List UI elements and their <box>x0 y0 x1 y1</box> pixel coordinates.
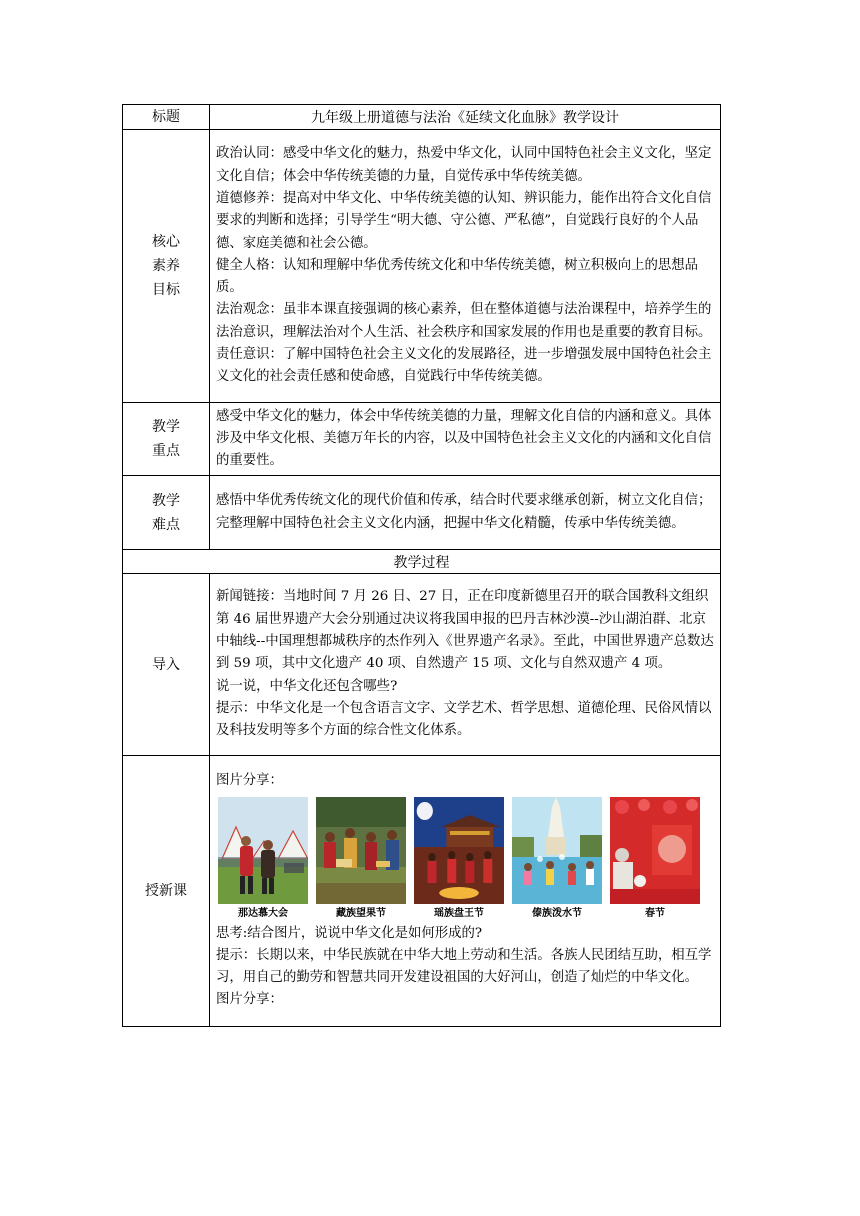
core-goals-label: 核心 素养 目标 <box>123 130 210 403</box>
goal-moral: 道德修养：提高对中华文化、中华传统美德的认知、辨识能力，能作出符合文化自信要求的判断和选择；引导学生“明大德、守公德、严私德”，自觉践行良好的个人品德、家庭美德和社会公德。 <box>216 190 712 251</box>
photo-share-heading: 图片分享： <box>216 773 283 789</box>
ongkor-festival-photo <box>316 797 406 904</box>
caption-naadam: 那达慕大会 <box>238 907 288 919</box>
caption-ongkor: 藏族望果节 <box>336 907 386 919</box>
goal-rule-of-law: 法治观念：虽非本课直接强调的核心素养，但在整体道德与法治课程中，培养学生的法治意识，理解法治对个人生活、社会秩序和国家发展的作用也是重要的教育目标。 <box>216 302 712 340</box>
photo-naadam <box>218 797 308 921</box>
naadam-festival-photo <box>218 797 308 904</box>
difficult-points-content: 感悟中华优秀传统文化的现代价值和传承，结合时代要求继承创新，树立文化自信；完整理解中国特色社会主义文化内涵，把握中华文化精髓，传承中华传统美德。 <box>210 476 721 550</box>
caption-panwang: 瑶族盘王节 <box>434 907 484 919</box>
key-points-label: 教学 重点 <box>123 403 210 476</box>
goal-political: 政治认同：感受中华文化的魅力，热爱中华文化，认同中国特色社会主义文化，坚定文化自信；体会中华传统美德的力量，自觉传承中华传统美德。 <box>216 146 712 184</box>
news-link: 新闻链接：当地时间 7 月 26 日、27 日，正在印度新德里召开的联合国教科文组织第 46 届世界遗产大会分别通过决议将我国申报的巴丹吉林沙漠--沙山湖泊群、北京中轴线--中国理想都城秩序的杰作列入《世界遗产名录》。至此，中国世界遗产总数达到 59 项，其中文化遗产 40 项、自然遗产 15 项、文化与自然双遗产 4 项。 <box>216 589 714 672</box>
goal-responsibility: 责任意识：了解中国特色社会主义文化的发展路径，进一步增强发展中国特色社会主义文化的社会责任感和使命感，自觉践行中华传统美德。 <box>216 347 712 385</box>
caption-water-splashing: 傣族泼水节 <box>532 907 582 919</box>
key-points-content: 感受中华文化的魅力，体会中华传统美德的力量，理解文化自信的内涵和意义。具体涉及中华文化根、美德万年长的内容，以及中国特色社会主义文化的内涵和文化自信的重要性。 <box>210 403 721 476</box>
discussion-question: 说一说，中华文化还包含哪些? <box>216 678 398 694</box>
water-splashing-festival-photo <box>512 797 602 904</box>
lesson-plan-table <box>122 104 721 1027</box>
difficult-points-label: 教学 难点 <box>123 476 210 550</box>
lesson-title: 九年级上册道德与法治《延续文化血脉》教学设计 <box>210 105 721 130</box>
goal-personality: 健全人格：认知和理解中华优秀传统文化和中华传统美德，树立积极向上的思想品质。 <box>216 257 699 296</box>
photo-ongkor <box>316 797 406 921</box>
core-goals-content <box>210 130 721 403</box>
thinking-question: 思考:结合图片，说说中华文化是如何形成的? <box>216 925 483 941</box>
panwang-festival-photo <box>414 797 504 904</box>
photo-panwang <box>414 797 504 921</box>
festival-photo-strip <box>216 793 715 923</box>
new-lesson-label: 授新课 <box>123 756 210 1027</box>
caption-spring-festival: 春节 <box>645 907 665 919</box>
intro-content <box>210 574 721 756</box>
photo-spring-festival <box>610 797 700 921</box>
new-lesson-content <box>210 756 721 1027</box>
spring-festival-photo <box>610 797 700 904</box>
intro-hint: 提示：中华文化是一个包含语言文字、文学艺术、哲学思想、道德伦理、民俗风情以及科技发明等多个方面的综合性文化体系。 <box>216 700 712 739</box>
title-label: 标题 <box>123 105 210 130</box>
lesson-hint: 提示：长期以来，中华民族就在中华大地上劳动和生活。各族人民团结互助，相互学习，用自己的勤劳和智慧共同开发建设祖国的大好河山，创造了灿烂的中华文化。 <box>216 947 712 986</box>
photo-share-heading-2: 图片分享： <box>216 992 283 1008</box>
intro-label: 导入 <box>123 574 210 756</box>
photo-water-splashing <box>512 797 602 921</box>
teaching-process-heading: 教学过程 <box>123 550 721 574</box>
